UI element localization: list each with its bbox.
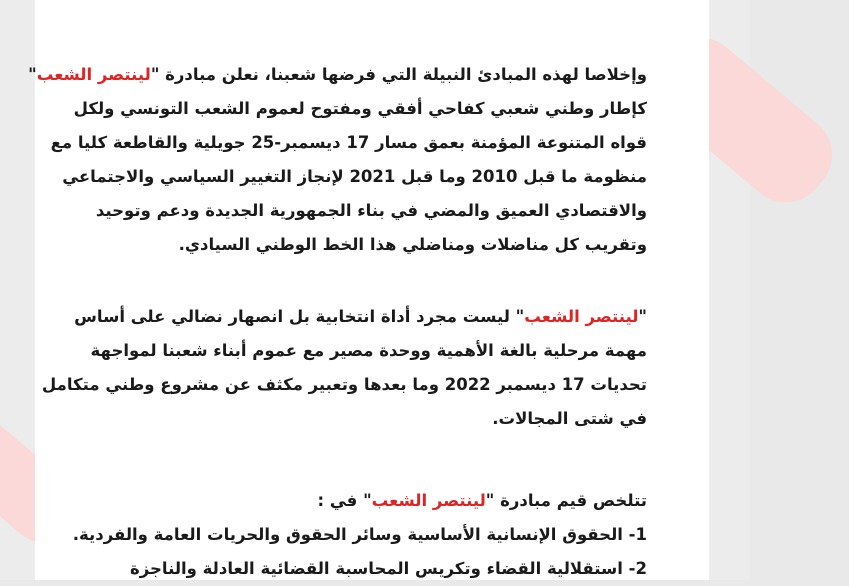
list-item: 2- استقلالية القضاء وتكريس المحاسبة القضائية العادلة والناجزة xyxy=(130,559,647,578)
text-segment: " xyxy=(28,65,37,84)
list-item: 1- الحقوق الإنسانية الأساسية وسائر الحقوق والحريات العامة والفردية. xyxy=(72,525,647,544)
text-segment: " xyxy=(638,307,647,326)
initiative-name: لينتصر الشعب xyxy=(36,65,151,84)
text-line: تحديات 17 ديسمبر 2022 وما بعدها وتعبير مكثف عن مشروع وطني متكامل xyxy=(41,375,647,394)
text-line xyxy=(87,484,647,518)
text-line xyxy=(74,300,647,334)
text-segment: " في : xyxy=(317,491,372,510)
text-segment: وإخلاصا لهذه المبادئ النبيلة التي فرضها شعبنا، نعلن مبادرة " xyxy=(150,65,647,84)
text-segment: " ليست مجرد أداة انتخابية بل انصهار نضالي على أساس xyxy=(74,307,525,326)
paragraph-declaration xyxy=(28,58,647,262)
text-line: منظومة ما قبل 2010 وما قبل 2021 لإنجاز التغيير السياسي والاجتماعي xyxy=(62,167,647,186)
document-page xyxy=(28,0,709,580)
text-line: وتقريب كل مناضلات ومناضلي هذا الخط الوطني السيادي. xyxy=(178,235,647,254)
text-segment: تتلخص قيم مبادرة " xyxy=(485,491,647,510)
text-line: والاقتصادي العميق والمضي في بناء الجمهورية الجديدة ودعم وتوحيد xyxy=(95,201,647,220)
text-line: كإطار وطني شعبي كفاحي أفقي ومفتوح لعموم الشعب التونسي ولكل xyxy=(73,99,647,118)
initiative-name: لينتصر الشعب xyxy=(524,307,639,326)
paragraph-definition xyxy=(41,300,647,436)
text-line: في شتى المجالات. xyxy=(492,409,647,428)
text-line: قواه المتنوعة المؤمنة بعمق مسار 17 ديسمبر-25 جويلية والقاطعة كليا مع xyxy=(50,133,647,152)
text-line xyxy=(28,58,647,92)
paragraph-values xyxy=(72,484,647,586)
text-line: مهمة مرحلية بالغة الأهمية ووحدة مصير مع عموم أبناء شعبنا لمواجهة xyxy=(90,341,647,360)
initiative-name: لينتصر الشعب xyxy=(371,491,486,510)
